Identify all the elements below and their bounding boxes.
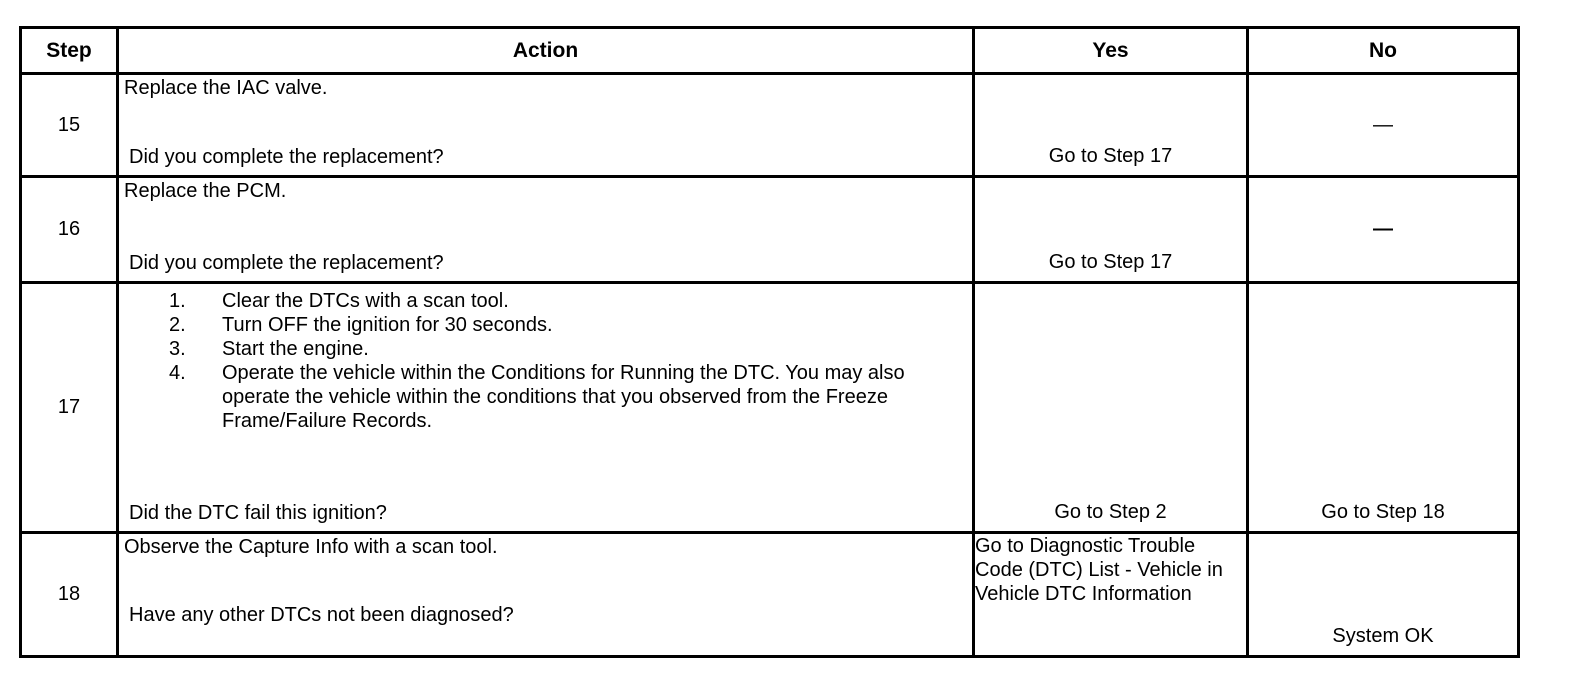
- action-instruction: Replace the IAC valve.: [124, 77, 328, 99]
- diagnostic-table: [19, 26, 1520, 658]
- list-item: Turn OFF the ignition for 30 seconds.: [222, 314, 553, 336]
- action-instruction: Replace the PCM.: [124, 180, 287, 202]
- header-no: No: [1248, 28, 1519, 74]
- action-cell: [118, 283, 974, 533]
- yes-cell: [974, 283, 1248, 533]
- no-result: System OK: [1332, 625, 1434, 647]
- table-row-step-16: [21, 177, 1519, 283]
- yes-cell: [974, 533, 1248, 657]
- no-cell: [1248, 533, 1519, 657]
- table-row-step-18: [21, 533, 1519, 657]
- list-item: Operate the vehicle within the Conditions for Running the DTC. You may also operate the vehicle within the conditions that you observed from the Freeze Frame/Failure Records.: [222, 362, 905, 432]
- action-steps-list: [124, 284, 968, 433]
- table-row-step-17: [21, 283, 1519, 533]
- header-step: Step: [21, 28, 118, 74]
- yes-cell: [974, 74, 1248, 177]
- step-number: 18: [21, 533, 118, 657]
- step-number: 16: [21, 177, 118, 283]
- step-number: 17: [21, 283, 118, 533]
- action-cell: [118, 74, 974, 177]
- header-yes: Yes: [974, 28, 1248, 74]
- no-result: Go to Step 18: [1321, 501, 1445, 523]
- yes-result: Go to Step 2: [1054, 501, 1167, 523]
- step-number: 15: [21, 74, 118, 177]
- action-instruction: Observe the Capture Info with a scan tool.: [124, 536, 498, 558]
- header-action: Action: [118, 28, 974, 74]
- no-result: —: [1373, 218, 1393, 240]
- action-question: Did the DTC fail this ignition?: [129, 502, 387, 524]
- yes-cell: [974, 177, 1248, 283]
- no-result: —: [1373, 113, 1393, 136]
- action-cell: [118, 533, 974, 657]
- no-cell: [1248, 74, 1519, 177]
- list-item: Clear the DTCs with a scan tool.: [222, 290, 509, 312]
- yes-result: Go to Diagnostic Trouble Code (DTC) List - Vehicle in Vehicle DTC Information: [975, 535, 1223, 605]
- action-question: Have any other DTCs not been diagnosed?: [129, 604, 514, 626]
- header-row: [21, 28, 1519, 74]
- action-question: Did you complete the replacement?: [129, 252, 444, 274]
- action-cell: [118, 177, 974, 283]
- no-cell: [1248, 177, 1519, 283]
- yes-result: Go to Step 17: [1048, 251, 1173, 273]
- action-question: Did you complete the replacement?: [129, 146, 444, 168]
- list-item: Start the engine.: [222, 338, 369, 360]
- yes-result: Go to Step 17: [1048, 145, 1173, 167]
- no-cell: [1248, 283, 1519, 533]
- table-row-step-15: [21, 74, 1519, 177]
